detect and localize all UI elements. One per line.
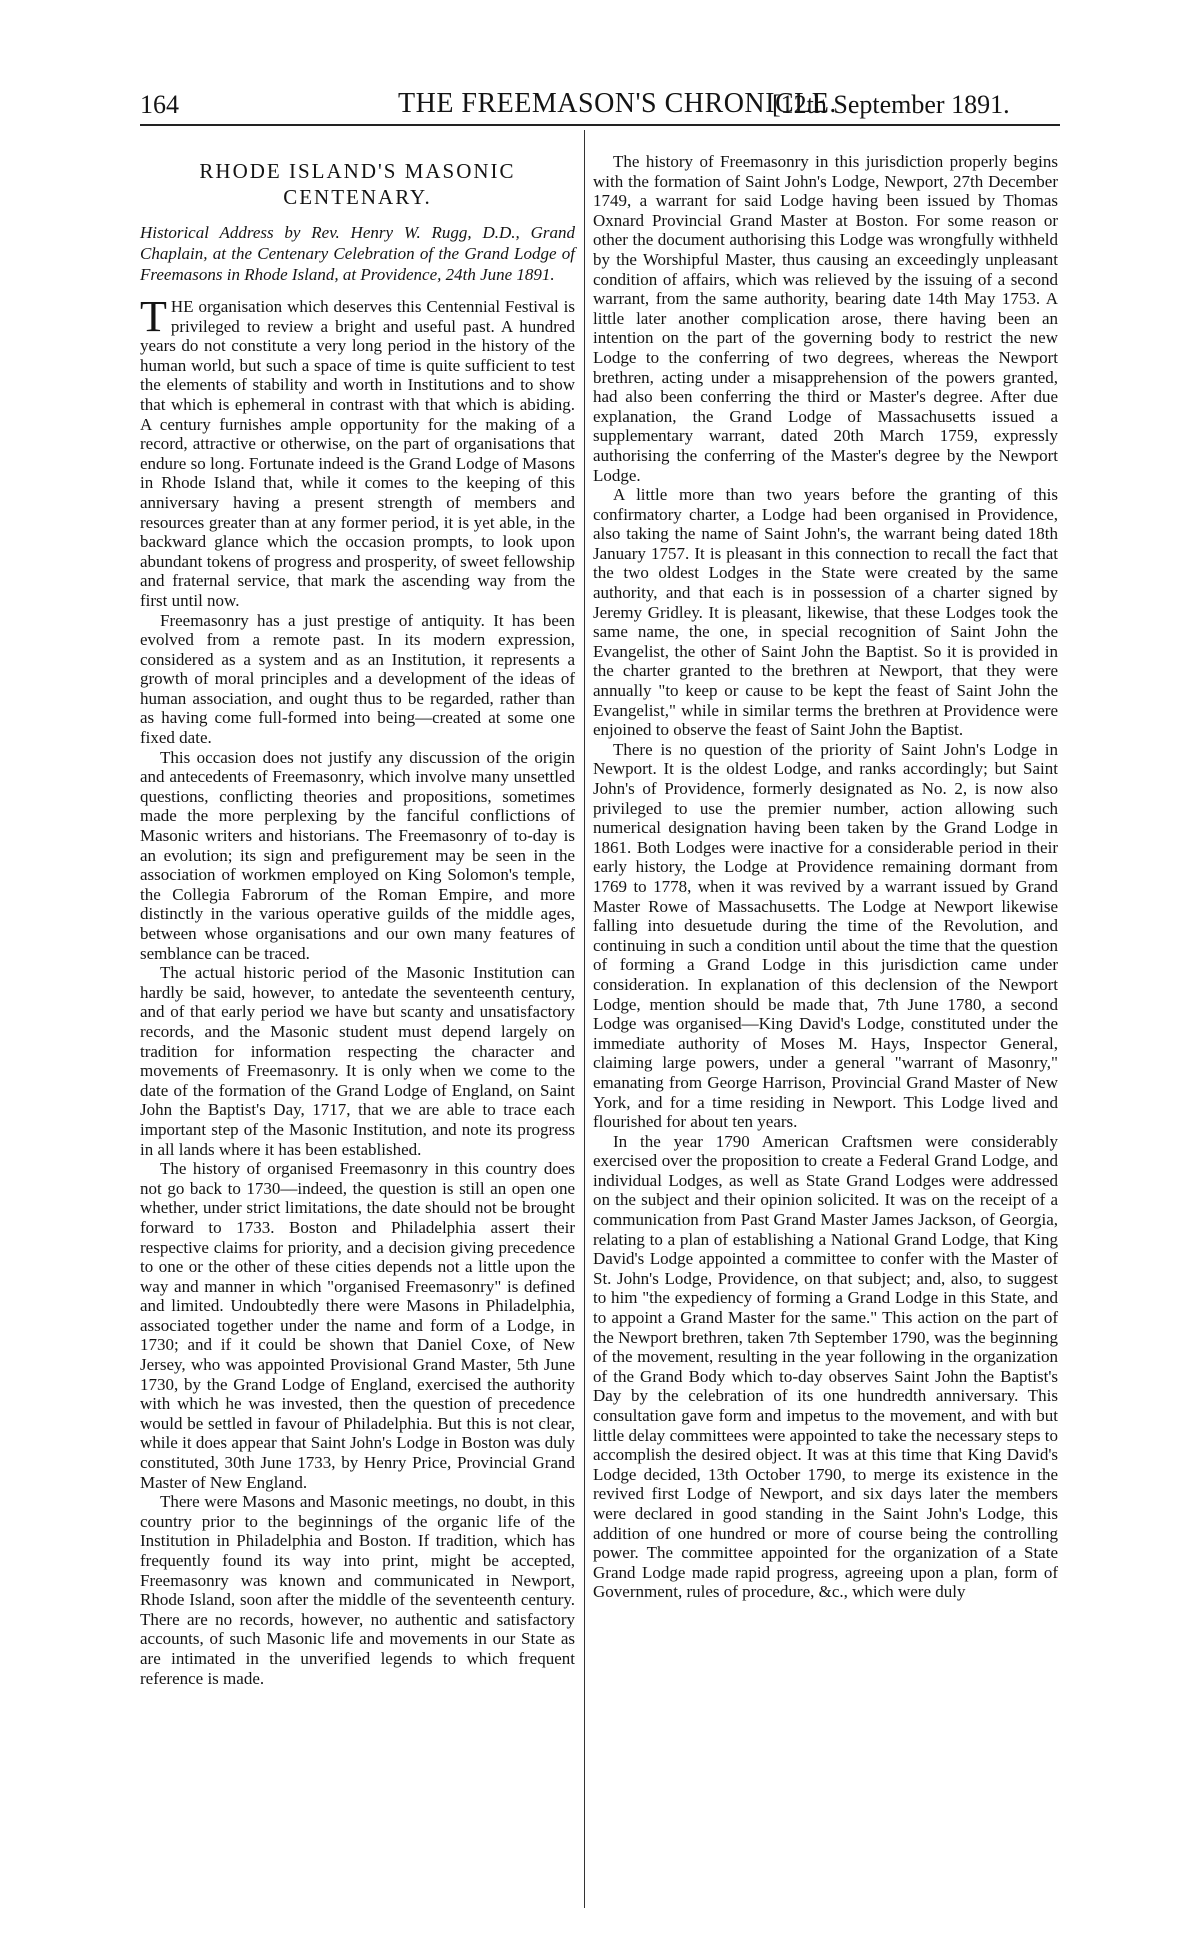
paragraph: The history of organised Freemasonry in this country does not go back to 1730—indeed, the question is still an open one whether, under strict limitations, the date should not be brought forward to 1733. Boston and Philadelphia assert their respective claims for priority, and a decision giving precedence to one or the other of these cities depends not a little upon the way and manner in which "organised Freemasonry" is defined and limited. Undoubtedly there were Masons in Philadelphia, associated together under the name and form of a Lodge, in 1730; and if it could be shown that Daniel Coxe, of New Jersey, who was appointed Provisional Grand Master, 5th June 1730, by the Grand Lodge of England, exercised the authority with which he was invested, then the question of precedence would be settled in favour of Philadelphia. But this is not clear, while it does appear that Saint John's Lodge in Boston was duly constituted, 30th June 1733, by Henry Price, Provincial Grand Master of New England. [140,1159,575,1492]
masthead: THE FREEMASON'S CHRONICLE. [398,88,837,119]
article-title-line2: CENTENARY. [283,185,432,209]
header-rule [140,124,1060,126]
paragraph: There is no question of the priority of Saint John's Lodge in Newport. It is the oldest Lodge, and ranks accordingly; but Saint John's of Providence, formerly designated as No. 2, is now also privileged to use the premier number, action allowing such numerical designation having been taken by the Grand Lodge in 1861. Both Lodges were inactive for a considerable period in their early history, the Lodge at Providence remaining dormant from 1769 to 1778, when it was revived by a warrant issued by Grand Master Rowe of Massachusetts. The Lodge at Newport likewise falling into desuetude during the time of the Revolution, and continuing in such a condition until about the time that the question of forming a Grand Lodge in this jurisdiction came under consideration. In explanation of this declension of the Newport Lodge, mention should be made that, 7th June 1780, a second Lodge was organised—King David's Lodge, constituted under the immediate authority of Moses M. Hays, Inspector General, claiming large powers, under a general "warrant of Masonry," emanating from George Harrison, Provincial Grand Master of New York, and for a time residing in Newport. This Lodge lived and flourished for about ten years. [593,739,1058,1132]
column-divider [584,130,585,1908]
paragraph-text: HE organisation which deserves this Centennial Festival is privileged to review a bright and useful past. A hundred years do not constitute a very long period in the history of the human world, but such a space of time is quite sufficient to test the elements of stability and worth in Institutions and to show that which is ephemeral in contrast with that which is abiding. A century furnishes ample opportunity for the making of a record, attractive or otherwise, on the part of organisations that endure so long. Fortunate indeed is the Grand Lodge of Masons in Rhode Island that, while it comes to the keeping of this anniversary having a present strength of members and resources greater than at any former period, it is yet able, in the backward glance which the occasion prompts, to look upon abundant tokens of progress and prosperity, of sweet fellowship and fraternal service, that mark the ascending way from the first until now. [140,297,575,610]
drop-cap: T [140,292,167,341]
page-header [140,86,1060,122]
paragraph: A little more than two years before the granting of this confirmatory charter, a Lodge had been organised in Providence, also taking the name of Saint John's, the warrant being dated 18th January 1757. It is pleasant in this connection to recall the fact that the two oldest Lodges in the State were created by the same authority, and that each is in possession of a charter signed by Jeremy Gridley. It is pleasant, likewise, that these Lodges took the same name, the one, in special recognition of Saint John the Evangelist, the other of Saint John the Baptist. So it is provided in the charter granted to the brethren at Newport, that they were annually "to keep or cause to be kept the feast of Saint John the Evangelist," while in similar terms the brethren at Providence were enjoined to observe the feast of Saint John the Baptist. [593,485,1058,740]
paragraph: The actual historic period of the Masonic Institution can hardly be said, however, to antedate the seventeenth century, and of that early period we have but scanty and unsatisfactory records, and the Masonic student must depend largely on tradition for information respecting the character and movements of Freemasonry. It is only when we come to the date of the formation of the Grand Lodge of England, on Saint John the Baptist's Day, 1717, that we are able to trace each important step of the Masonic Institution, and note its progress in all lands where it has been established. [140,963,575,1159]
paragraph: The history of Freemasonry in this jurisdiction properly begins with the formation of Saint John's Lodge, Newport, 27th December 1749, a warrant for said Lodge having been issued by Thomas Oxnard Provincial Grand Master at Boston. For some reason or other the document authorising this Lodge was wrongfully withheld by the Worshipful Master, thus causing an exceedingly unpleasant condition of affairs, which was relieved by the issuing of a second warrant, from the same authority, bearing date 14th May 1753. A little later another complication arose, there having been an intention on the part of the governing body to restrict the new Lodge to the conferring of two degrees, whereas the Newport brethren, acting under a misapprehension of the powers granted, had also been conferring the third or Master's degree. After due explanation, the Grand Lodge of Massachusetts issued a supplementary warrant, dated 20th March 1759, expressly authorising the conferring of the Master's degree by the Newport Lodge. [593,152,1058,485]
left-column [140,144,575,1688]
paragraph: Freemasonry has a just prestige of antiquity. It has been evolved from a remote past. In its modern expression, considered as a system and as an Institution, it represents a growth of moral principles and a development of the ideas of human association, and ought thus to be regarded, rather than as having come full-formed into being—created at some one fixed date. [140,610,575,748]
right-column [593,152,1058,1602]
issue-date: [12th September 1891. [772,90,1010,119]
paragraph: There were Masons and Masonic meetings, no doubt, in this country prior to the beginnings of the organic life of the Institution in Philadelphia and Boston. If tradition, which has frequently found its way into print, might be accepted, Freemasonry was known and communicated in Newport, Rhode Island, soon after the middle of the seventeenth century. There are no records, however, no authentic and satisfactory accounts, of such Masonic life and movements in our State as are intimated in the unverified legends to which frequent reference is made. [140,1492,575,1688]
paragraph: This occasion does not justify any discussion of the origin and antecedents of Freemasonry, which involve many unsettled questions, conflicting theories and propositions, sometimes made the more perplexing by the fanciful conflictions of Masonic writers and historians. The Freemasonry of to-day is an evolution; its sign and prefigurement may be seen in the association of workmen employed on King Solomon's temple, the Collegia Fabrorum of the Roman Empire, and more distinctly in the various operative guilds of the middle ages, between whose organisations and our own many features of semblance can be traced. [140,747,575,963]
article-title [140,158,575,210]
page-number: 164 [140,90,179,119]
article-byline: Historical Address by Rev. Henry W. Rugg, D.D., Grand Chaplain, at the Centenary Celebration of the Grand Lodge of Freemasons in Rhode Island, at Providence, 24th June 1891. [140,223,575,284]
paragraph: In the year 1790 American Craftsmen were considerably exercised over the proposition to create a Federal Grand Lodge, and individual Lodges, as well as State Grand Lodges were addressed on the subject and their opinion solicited. It was on the receipt of a communication from Past Grand Master James Jackson, of Georgia, relating to a plan of establishing a National Grand Lodge, that King David's Lodge appointed a committee to confer with the Master of St. John's Lodge, Providence, on that subject; and, also, to suggest to him "the expediency of forming a Grand Lodge in this State, and to appoint a Grand Master for the same." This action on the part of the Newport brethren, taken 7th September 1790, was the beginning of the movement, resulting in the year following in the organization of the Grand Body which to-day observes Saint John the Baptist's Day by the celebration of its one hundredth anniversary. This consultation gave form and impetus to the movement, and with but little delay committees were appointed to take the necessary steps to accomplish the desired object. It was at this time that King David's Lodge decided, 13th October 1790, to merge its existence in the revived first Lodge of Newport, and six days later the members were declared in good standing in the Saint John's Lodge, this addition of one hundred or more of course being the controlling power. The committee appointed for the organization of a State Grand Lodge made rapid progress, agreeing upon a plan, form of Government, rules of procedure, &c., which were duly [593,1131,1058,1602]
paragraph [140,292,575,611]
article-title-line1: RHODE ISLAND'S MASONIC [199,159,516,183]
